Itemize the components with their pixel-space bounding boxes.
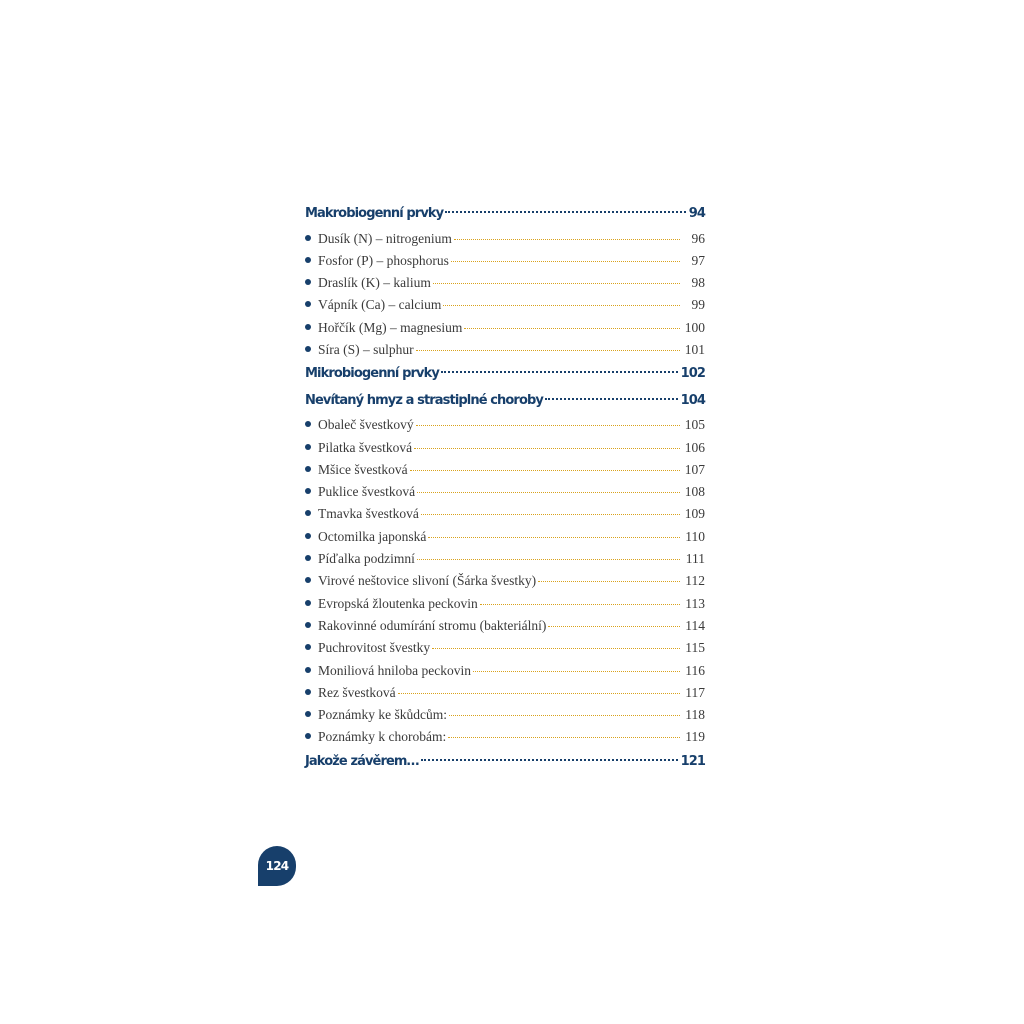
bullet-icon xyxy=(305,279,311,285)
dot-leader xyxy=(432,648,680,649)
toc-item-label: Tmavka švestková xyxy=(318,506,419,522)
toc-heading xyxy=(305,388,705,415)
bullet-icon xyxy=(305,444,311,450)
bullet-icon xyxy=(305,257,311,263)
toc-item-label: Obaleč švestkový xyxy=(318,417,414,433)
toc-item-label: Píďalka podzimní xyxy=(318,551,415,567)
toc-item xyxy=(305,459,705,481)
toc-item-page: 117 xyxy=(685,684,705,700)
dot-leader xyxy=(398,693,680,694)
toc-item-page: 106 xyxy=(684,439,705,455)
bullet-icon xyxy=(305,301,311,307)
toc-item xyxy=(305,526,705,548)
dot-leader xyxy=(416,350,680,351)
toc-item-page: 97 xyxy=(691,252,705,268)
toc-item-label: Puklice švestková xyxy=(318,484,416,500)
toc-item xyxy=(305,294,705,316)
toc-item xyxy=(305,593,705,615)
dot-leader xyxy=(417,559,680,560)
dot-leader xyxy=(454,239,680,240)
bullet-icon xyxy=(305,235,311,241)
toc-item xyxy=(305,437,705,459)
toc-item-label: Draslík (K) – kalium xyxy=(318,275,431,291)
page-number: 124 xyxy=(265,859,289,873)
toc-item-page: 113 xyxy=(685,595,705,611)
bullet-icon xyxy=(305,577,311,583)
toc-item-label: Virové neštovice slivoní (Šárka švestky) xyxy=(318,573,537,589)
dot-leader xyxy=(417,492,680,493)
toc-item-page: 108 xyxy=(684,484,705,500)
bullet-icon xyxy=(305,324,311,330)
toc-item-page: 100 xyxy=(684,319,705,335)
dot-leader xyxy=(441,371,678,373)
toc-item-page: 112 xyxy=(685,573,705,589)
toc-item-label: Puchrovitost švestky xyxy=(318,640,431,656)
toc-item-page: 109 xyxy=(684,506,705,522)
bullet-icon xyxy=(305,667,311,673)
page-number-badge xyxy=(258,846,296,886)
toc-heading xyxy=(305,201,705,228)
dot-leader xyxy=(443,305,680,306)
toc-item xyxy=(305,660,705,682)
toc-heading-title: Mikrobiogenní prvky xyxy=(305,366,439,382)
toc-item-label: Mšice švestková xyxy=(318,461,408,477)
dot-leader xyxy=(538,581,680,582)
toc-item-page: 98 xyxy=(691,275,705,291)
toc-item-page: 118 xyxy=(685,707,705,723)
toc-item-page: 119 xyxy=(685,729,705,745)
table-of-contents xyxy=(305,201,705,775)
toc-item-label: Fosfor (P) – phosphorus xyxy=(318,252,449,268)
toc-item-label: Rez švestková xyxy=(318,684,396,700)
toc-item xyxy=(305,481,705,503)
dot-leader xyxy=(445,211,685,213)
bullet-icon xyxy=(305,689,311,695)
bullet-icon xyxy=(305,466,311,472)
toc-item xyxy=(305,615,705,637)
toc-heading-title: Jakože závěrem… xyxy=(305,753,419,769)
toc-item xyxy=(305,682,705,704)
dot-leader xyxy=(416,425,680,426)
bullet-icon xyxy=(305,533,311,539)
toc-item-page: 96 xyxy=(691,230,705,246)
dot-leader xyxy=(421,514,680,515)
toc-item-page: 110 xyxy=(685,528,705,544)
dot-leader xyxy=(421,759,678,761)
toc-heading xyxy=(305,361,705,388)
dot-leader xyxy=(451,261,680,262)
dot-leader xyxy=(448,737,680,738)
toc-item-label: Rakovinné odumírání stromu (bakteriální) xyxy=(318,617,547,633)
toc-item xyxy=(305,228,705,250)
dot-leader xyxy=(545,398,678,400)
dot-leader xyxy=(473,671,680,672)
toc-item-label: Poznámky k chorobám: xyxy=(318,729,447,745)
toc-heading-page: 104 xyxy=(680,392,705,408)
toc-item-label: Hořčík (Mg) – magnesium xyxy=(318,319,463,335)
bullet-icon xyxy=(305,488,311,494)
toc-item xyxy=(305,704,705,726)
toc-item-page: 115 xyxy=(685,640,705,656)
bullet-icon xyxy=(305,711,311,717)
toc-item xyxy=(305,317,705,339)
toc-item xyxy=(305,339,705,361)
toc-heading xyxy=(305,749,705,776)
toc-item xyxy=(305,726,705,748)
dot-leader xyxy=(410,470,680,471)
toc-heading-title: Makrobiogenní prvky xyxy=(305,206,444,221)
bullet-icon xyxy=(305,622,311,628)
toc-item-label: Pilatka švestková xyxy=(318,439,413,455)
toc-item xyxy=(305,548,705,570)
toc-item xyxy=(305,250,705,272)
toc-heading-page: 94 xyxy=(688,206,705,221)
bullet-icon xyxy=(305,346,311,352)
bullet-icon xyxy=(305,644,311,650)
toc-item-page: 105 xyxy=(684,417,705,433)
bullet-icon xyxy=(305,733,311,739)
bullet-icon xyxy=(305,555,311,561)
toc-item-label: Octomilka japonská xyxy=(318,528,427,544)
toc-item xyxy=(305,414,705,436)
toc-item xyxy=(305,637,705,659)
toc-heading-title: Nevítaný hmyz a strastiplné choroby xyxy=(305,392,543,408)
toc-item-page: 114 xyxy=(685,617,705,633)
toc-item-label: Poznámky ke škůdcům: xyxy=(318,707,447,723)
dot-leader xyxy=(433,283,680,284)
toc-item-label: Vápník (Ca) – calcium xyxy=(318,297,442,313)
dot-leader xyxy=(480,604,680,605)
dot-leader xyxy=(428,537,680,538)
bullet-icon xyxy=(305,600,311,606)
toc-item-page: 111 xyxy=(685,551,705,567)
bullet-icon xyxy=(305,421,311,427)
toc-item-page: 116 xyxy=(685,662,705,678)
bullet-icon xyxy=(305,510,311,516)
toc-item-label: Síra (S) – sulphur xyxy=(318,341,414,357)
toc-item-page: 101 xyxy=(684,341,705,357)
toc-item-page: 107 xyxy=(684,461,705,477)
toc-item xyxy=(305,503,705,525)
toc-item-label: Dusík (N) – nitrogenium xyxy=(318,230,452,246)
toc-item xyxy=(305,272,705,294)
dot-leader xyxy=(414,448,680,449)
toc-heading-page: 121 xyxy=(680,753,705,769)
toc-item-page: 99 xyxy=(691,297,705,313)
toc-item-label: Moniliová hniloba peckovin xyxy=(318,662,471,678)
toc-item xyxy=(305,570,705,592)
dot-leader xyxy=(464,328,680,329)
dot-leader xyxy=(548,626,680,627)
toc-heading-page: 102 xyxy=(680,366,705,382)
toc-item-label: Evropská žloutenka peckovin xyxy=(318,595,478,611)
dot-leader xyxy=(449,715,680,716)
